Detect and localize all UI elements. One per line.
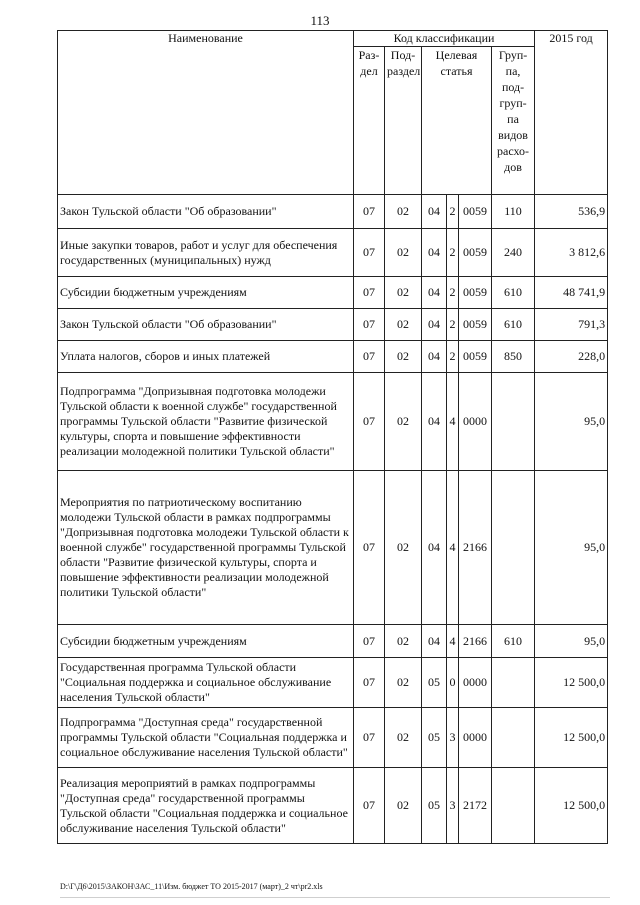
cell-amount: 12 500,0 [535,708,608,768]
cell-expense-type: 110 [492,195,535,229]
cell-section: 07 [354,471,385,625]
cell-amount: 791,3 [535,309,608,341]
cell-expense-type [492,658,535,708]
cell-expense-type: 610 [492,277,535,309]
cell-amount: 95,0 [535,471,608,625]
cell-target-subprogram: 0 [447,658,459,708]
cell-name: Подпрограмма "Доступная среда" государственной программы Тульской области "Социальная поддержка и социальное обслуживание населения Тульской области" [58,708,354,768]
table-row [58,373,608,471]
cell-expense-type [492,373,535,471]
cell-target-direction: 2172 [459,768,492,844]
table-row [58,277,608,309]
cell-subsection: 02 [385,373,422,471]
cell-section: 07 [354,625,385,658]
header-subsection: Под- раздел [385,47,422,195]
budget-table [57,30,608,844]
table-row [58,768,608,844]
cell-target-direction: 0059 [459,195,492,229]
cell-subsection: 02 [385,471,422,625]
cell-name: Закон Тульской области "Об образовании" [58,195,354,229]
cell-name: Мероприятия по патриотическому воспитанию молодежи Тульской области в рамках подпрограммы "Допризывная подготовка молодежи Тульской области к военной службе" государственной программы Тульской области "Развитие физической культуры, спорта и повышение эффективности реализации молодежной политики Тульской области" [58,471,354,625]
header-classification: Код классификации [354,31,535,47]
cell-subsection: 02 [385,625,422,658]
page-number: 113 [310,13,330,28]
cell-target-direction: 0000 [459,708,492,768]
cell-name: Уплата налогов, сборов и иных платежей [58,341,354,373]
cell-subsection: 02 [385,309,422,341]
table-row [58,309,608,341]
cell-expense-type: 850 [492,341,535,373]
cell-amount: 48 741,9 [535,277,608,309]
cell-target-direction: 0059 [459,277,492,309]
cell-target-program: 05 [422,658,447,708]
cell-target-program: 04 [422,195,447,229]
cell-target-program: 04 [422,309,447,341]
cell-target-program: 04 [422,341,447,373]
cell-expense-type: 240 [492,229,535,277]
cell-target-subprogram: 3 [447,708,459,768]
cell-name: Реализация мероприятий в рамках подпрограммы "Доступная среда" государственной программы Тульской области "Социальная поддержка и социальное обслуживание населения Тульской области" [58,768,354,844]
cell-target-subprogram: 2 [447,229,459,277]
table-row [58,708,608,768]
cell-section: 07 [354,277,385,309]
cell-target-subprogram: 4 [447,625,459,658]
cell-target-direction: 0000 [459,658,492,708]
header-name: Наименование [58,31,354,195]
header-section: Раз- дел [354,47,385,195]
cell-amount: 12 500,0 [535,768,608,844]
table-row [58,658,608,708]
cell-subsection: 02 [385,658,422,708]
cell-target-subprogram: 2 [447,341,459,373]
table-row [58,625,608,658]
cell-target-direction: 0000 [459,373,492,471]
cell-target-program: 04 [422,625,447,658]
cell-section: 07 [354,195,385,229]
table-row [58,229,608,277]
cell-subsection: 02 [385,195,422,229]
cell-target-subprogram: 4 [447,471,459,625]
cell-section: 07 [354,708,385,768]
cell-amount: 536,9 [535,195,608,229]
cell-name: Подпрограмма "Допризывная подготовка молодежи Тульской области к военной службе" государственной программы Тульской области "Развитие физической культуры, спорта и повышение эффективности реализации молодежной политики Тульской области" [58,373,354,471]
cell-target-subprogram: 2 [447,195,459,229]
cell-expense-type [492,471,535,625]
cell-subsection: 02 [385,708,422,768]
cell-amount: 3 812,6 [535,229,608,277]
table-row [58,195,608,229]
cell-amount: 12 500,0 [535,658,608,708]
cell-name: Государственная программа Тульской области "Социальная поддержка и социальное обслуживание населения Тульской области" [58,658,354,708]
cell-name: Субсидии бюджетным учреждениям [58,625,354,658]
cell-section: 07 [354,658,385,708]
cell-target-subprogram: 2 [447,309,459,341]
cell-target-direction: 2166 [459,471,492,625]
cell-target-direction: 2166 [459,625,492,658]
cell-name: Иные закупки товаров, работ и услуг для обеспечения государственных (муниципальных) нужд [58,229,354,277]
cell-target-program: 04 [422,277,447,309]
cell-target-subprogram: 2 [447,277,459,309]
table-row [58,471,608,625]
header-target-article: Целевая статья [422,47,492,195]
cell-expense-type [492,708,535,768]
cell-target-direction: 0059 [459,341,492,373]
cell-expense-type: 610 [492,625,535,658]
cell-target-program: 05 [422,768,447,844]
cell-target-program: 04 [422,471,447,625]
cell-subsection: 02 [385,341,422,373]
cell-amount: 95,0 [535,625,608,658]
cell-section: 07 [354,373,385,471]
cell-expense-type: 610 [492,309,535,341]
cell-target-direction: 0059 [459,229,492,277]
cell-section: 07 [354,229,385,277]
cell-subsection: 02 [385,229,422,277]
cell-amount: 95,0 [535,373,608,471]
cell-expense-type [492,768,535,844]
cell-target-program: 04 [422,373,447,471]
cell-target-subprogram: 4 [447,373,459,471]
divider [60,897,610,898]
cell-name: Закон Тульской области "Об образовании" [58,309,354,341]
header-expense-group: Груп- па, под- груп- па видов расхо- дов [492,47,535,195]
file-path-footer: D:\Г\Д6\2015\ЗАКОН\ЗАС_11\Изм. бюджет ТО 2015-2017 (март)_2 чт\pr2.xls [60,882,323,891]
cell-amount: 228,0 [535,341,608,373]
cell-section: 07 [354,341,385,373]
table-row [58,341,608,373]
cell-section: 07 [354,768,385,844]
cell-subsection: 02 [385,768,422,844]
header-year: 2015 год [535,31,608,195]
cell-section: 07 [354,309,385,341]
cell-target-direction: 0059 [459,309,492,341]
cell-target-program: 05 [422,708,447,768]
cell-name: Субсидии бюджетным учреждениям [58,277,354,309]
cell-target-subprogram: 3 [447,768,459,844]
cell-target-program: 04 [422,229,447,277]
cell-subsection: 02 [385,277,422,309]
